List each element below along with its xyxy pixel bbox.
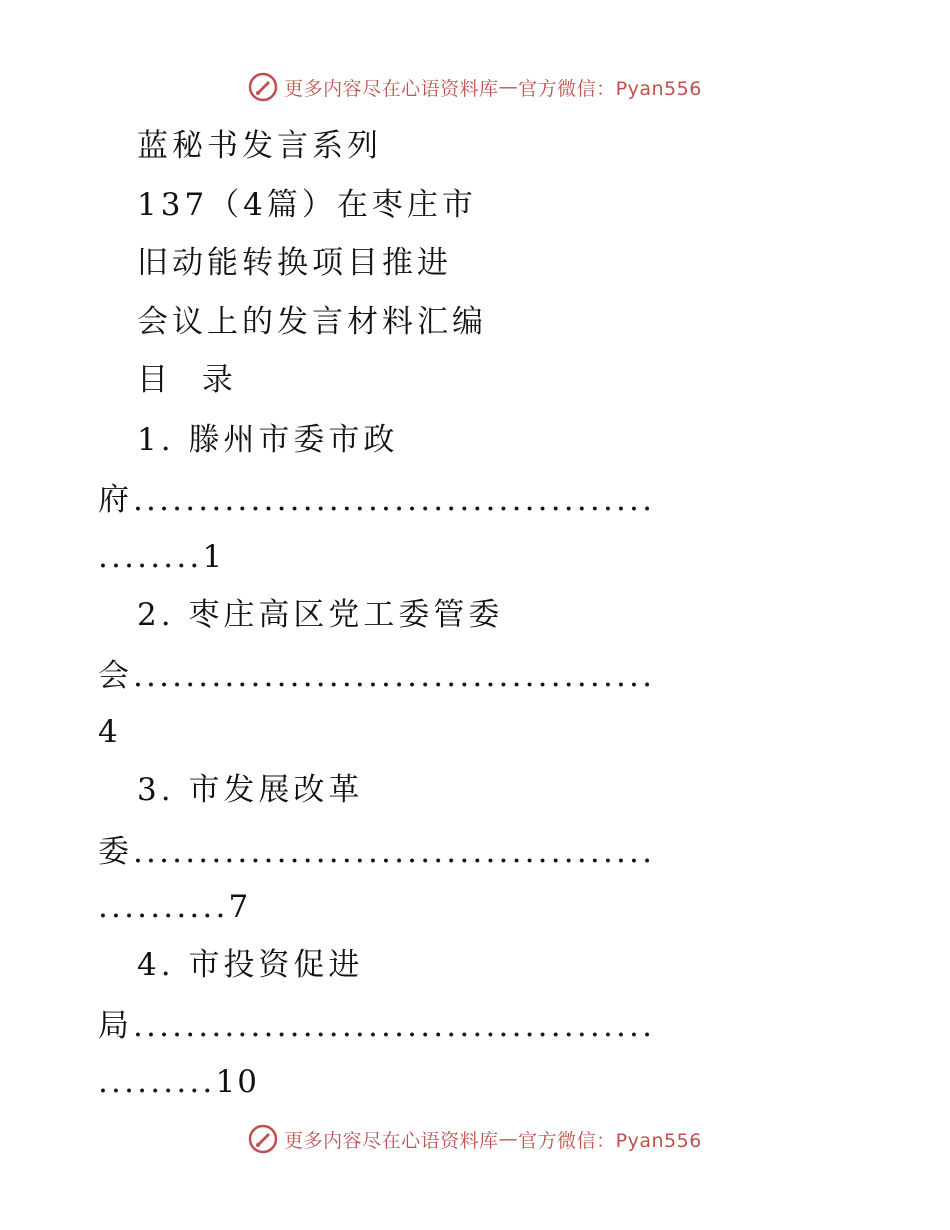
toc-entry-name: 滕州市委市政 (188, 422, 399, 458)
toc-entry-4-leader (98, 1006, 655, 1046)
title-line-3: 旧动能转换项目推进 (137, 245, 452, 281)
toc-entry-name-tail: 府 (98, 482, 133, 518)
toc-dot-leader: .......... (98, 889, 229, 925)
toc-page-number: 10 (215, 1064, 259, 1100)
toc-entry-name-tail: 会 (98, 658, 133, 694)
toc-entry-name: 市投资促进 (188, 947, 364, 983)
toc-entry-4-head (137, 945, 363, 985)
toc-entry-name: 枣庄高区党工委管委 (188, 597, 504, 633)
watermark-dash: — (498, 76, 519, 98)
toc-page-number: 7 (228, 889, 251, 925)
toc-entry-name-tail: 局 (98, 1008, 133, 1044)
watermark-wechat-text: 官方微信：Pyan556 (518, 77, 702, 100)
toc-entry-name-tail: 委 (98, 834, 133, 870)
toc-entry-4-page-line (98, 1062, 259, 1102)
toc-dot-leader: ........................................ (133, 834, 656, 870)
toc-entry-number: 2. (137, 597, 175, 633)
header-watermark (0, 72, 950, 102)
toc-entry-1-head (137, 420, 398, 460)
title-line-4: 会议上的发言材料汇编 (137, 304, 487, 340)
toc-entry-3-leader (98, 832, 655, 872)
watermark-wechat-text: 官方微信：Pyan556 (518, 1129, 702, 1152)
toc-entry-2-page-line (98, 712, 120, 752)
watermark-dash: — (498, 1128, 519, 1150)
toc-heading: 目 录 (137, 362, 245, 398)
toc-entry-number: 4. (137, 947, 175, 983)
watermark-site-text: 更多内容尽在心语资料库 (284, 1129, 499, 1152)
footer-watermark (0, 1124, 950, 1154)
title-line-2: 137（4篇）在枣庄市 (137, 187, 477, 223)
title-line-1: 蓝秘书发言系列 (137, 128, 382, 164)
toc-entry-3-page-line (98, 887, 250, 927)
toc-entry-number: 3. (137, 772, 175, 808)
toc-dot-leader: ......... (98, 1064, 216, 1100)
seal-logo-icon (248, 72, 278, 102)
toc-page-number: 1 (202, 539, 225, 575)
toc-entry-name: 市发展改革 (188, 772, 364, 808)
toc-entry-2-head (137, 595, 503, 635)
toc-entry-number: 1. (137, 422, 175, 458)
toc-dot-leader: ........................................ (133, 1008, 656, 1044)
toc-entry-1-leader (98, 480, 655, 520)
toc-page-number: 4 (98, 714, 120, 750)
toc-entry-1-page-line (98, 537, 224, 577)
toc-entry-3-head (137, 770, 363, 810)
toc-dot-leader: ........................................ (133, 658, 656, 694)
watermark-site-text: 更多内容尽在心语资料库 (284, 77, 499, 100)
toc-entry-2-leader (98, 656, 655, 696)
seal-logo-icon (248, 1124, 278, 1154)
toc-dot-leader: ........ (98, 539, 203, 575)
toc-dot-leader: ........................................ (133, 482, 656, 518)
